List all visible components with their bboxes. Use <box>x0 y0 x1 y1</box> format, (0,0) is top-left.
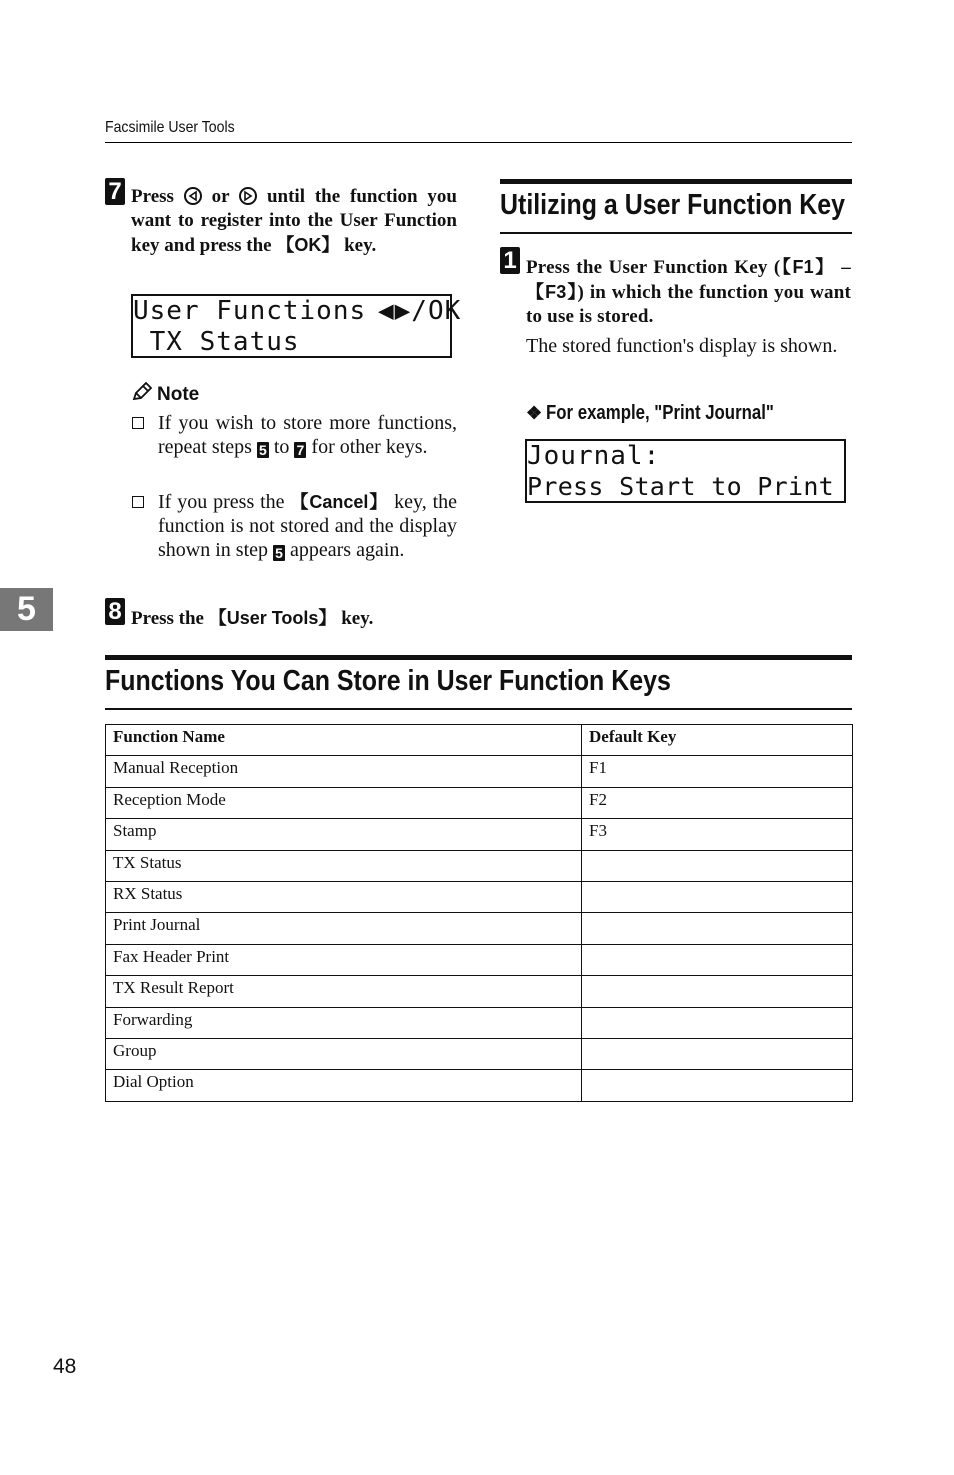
left-arrow-key-icon <box>184 187 202 205</box>
note-item-1-text-b: to <box>273 436 290 458</box>
lcd-line-2: Press Start to Print <box>527 472 835 501</box>
default-key-cell <box>582 850 853 881</box>
table-row <box>106 1007 853 1038</box>
step-7-text-c: until the function you want to register into the User Function key and press the <box>131 186 458 256</box>
table-header-row <box>106 725 853 756</box>
table-row <box>106 787 853 818</box>
step-8-text-b: key. <box>341 608 374 629</box>
f1-key-label: 【F1】 <box>780 257 835 277</box>
step-8-instruction <box>131 606 471 631</box>
section-title-functions: Functions You Can Store in User Function Keys <box>105 665 671 697</box>
note-item-2 <box>158 490 457 562</box>
lcd-line-2: TX Status <box>133 327 300 357</box>
section-bottom-rule <box>500 232 852 234</box>
function-name-cell: Reception Mode <box>106 787 582 818</box>
step-1-text-a: Press the User Function Key ( <box>526 257 781 278</box>
column-header-function-name: Function Name <box>106 725 582 756</box>
function-name-cell: Fax Header Print <box>106 944 582 975</box>
cancel-key-label: 【Cancel】 <box>290 492 389 512</box>
step-number-1: 1 <box>500 247 520 274</box>
chapter-tab: 5 <box>0 588 53 631</box>
note-item-1 <box>158 411 457 459</box>
function-name-cell: RX Status <box>106 881 582 912</box>
note-item-1-text-c: for other keys. <box>311 436 428 458</box>
function-name-cell: Dial Option <box>106 1070 582 1101</box>
lcd-line-1: User Functions <box>133 296 367 326</box>
step-7-text-a: Press <box>131 186 174 207</box>
note-item-2-text-c: appears again. <box>290 539 405 561</box>
note-bullet-box <box>132 417 144 429</box>
table-row <box>106 976 853 1007</box>
step-ref-7: 7 <box>294 442 306 458</box>
section-title-utilizing: Utilizing a User Function Key <box>500 189 846 221</box>
step-7-text-b: or <box>211 186 230 207</box>
example-label: For example, "Print Journal" <box>546 402 774 424</box>
lcd-display-user-functions <box>131 294 462 358</box>
table-row <box>106 756 853 787</box>
table-row <box>106 881 853 912</box>
header-rule <box>105 142 852 143</box>
step-number-7: 7 <box>105 178 125 205</box>
step-1-text-b: ) in which the function you want to use is stored. <box>526 282 851 327</box>
table-row <box>106 819 853 850</box>
note-item-2-text-a: If you press the <box>158 491 285 513</box>
step-7-instruction <box>131 185 457 258</box>
section-top-bar <box>500 179 852 184</box>
default-key-cell <box>582 1038 853 1069</box>
column-header-default-key: Default Key <box>582 725 853 756</box>
note-label: Note <box>157 384 200 405</box>
table-row <box>106 1070 853 1101</box>
note-item-2-text-b: key, the function is not stored and the display shown in step <box>158 491 458 561</box>
step-1-dash: – <box>841 257 851 278</box>
function-name-cell: Manual Reception <box>106 756 582 787</box>
default-key-cell <box>582 944 853 975</box>
table-row <box>106 944 853 975</box>
default-key-cell <box>582 1070 853 1101</box>
function-name-cell: TX Result Report <box>106 976 582 1007</box>
function-name-cell: Print Journal <box>106 913 582 944</box>
ok-key-label: 【OK】 <box>276 235 340 255</box>
step-number-8: 8 <box>105 598 125 625</box>
function-name-cell: Forwarding <box>106 1007 582 1038</box>
stored-function-description: The stored function's display is shown. <box>526 335 838 357</box>
default-key-cell <box>582 881 853 912</box>
table-section-bottom-rule <box>105 708 852 710</box>
f3-key-label: 【F3】 <box>526 282 578 302</box>
step-ref-5: 5 <box>273 545 285 561</box>
step-ref-5: 5 <box>257 442 269 458</box>
lcd-arrows-ok: ◀▶/OK <box>378 296 462 326</box>
step-7-text-d: key. <box>344 235 377 256</box>
user-tools-key-label: 【User Tools】 <box>208 608 337 628</box>
table-row <box>106 1038 853 1069</box>
pencil-icon <box>131 382 153 402</box>
default-key-cell <box>582 913 853 944</box>
step-1-instruction <box>526 255 851 329</box>
right-arrow-key-icon <box>239 187 257 205</box>
default-key-cell <box>582 1007 853 1038</box>
table-section-top-bar <box>105 655 852 660</box>
lcd-display-print-journal <box>525 439 846 503</box>
note-item-1-text-a: If you wish to store more functions, repeat steps <box>158 412 457 458</box>
default-key-cell: F2 <box>582 787 853 818</box>
table-row <box>106 850 853 881</box>
function-name-cell: TX Status <box>106 850 582 881</box>
default-key-cell: F3 <box>582 819 853 850</box>
diamond-bullet-icon: ❖ <box>526 403 543 423</box>
running-header: Facsimile User Tools <box>105 119 235 136</box>
default-key-cell: F1 <box>582 756 853 787</box>
step-8-text-a: Press the <box>131 608 204 629</box>
function-name-cell: Stamp <box>106 819 582 850</box>
table-row <box>106 913 853 944</box>
functions-table <box>105 724 853 1102</box>
page-number: 48 <box>53 1355 77 1378</box>
default-key-cell <box>582 976 853 1007</box>
note-bullet-box <box>132 496 144 508</box>
lcd-line-1: Journal: <box>527 441 661 471</box>
example-heading <box>526 402 817 425</box>
note-heading <box>131 382 199 406</box>
function-name-cell: Group <box>106 1038 582 1069</box>
